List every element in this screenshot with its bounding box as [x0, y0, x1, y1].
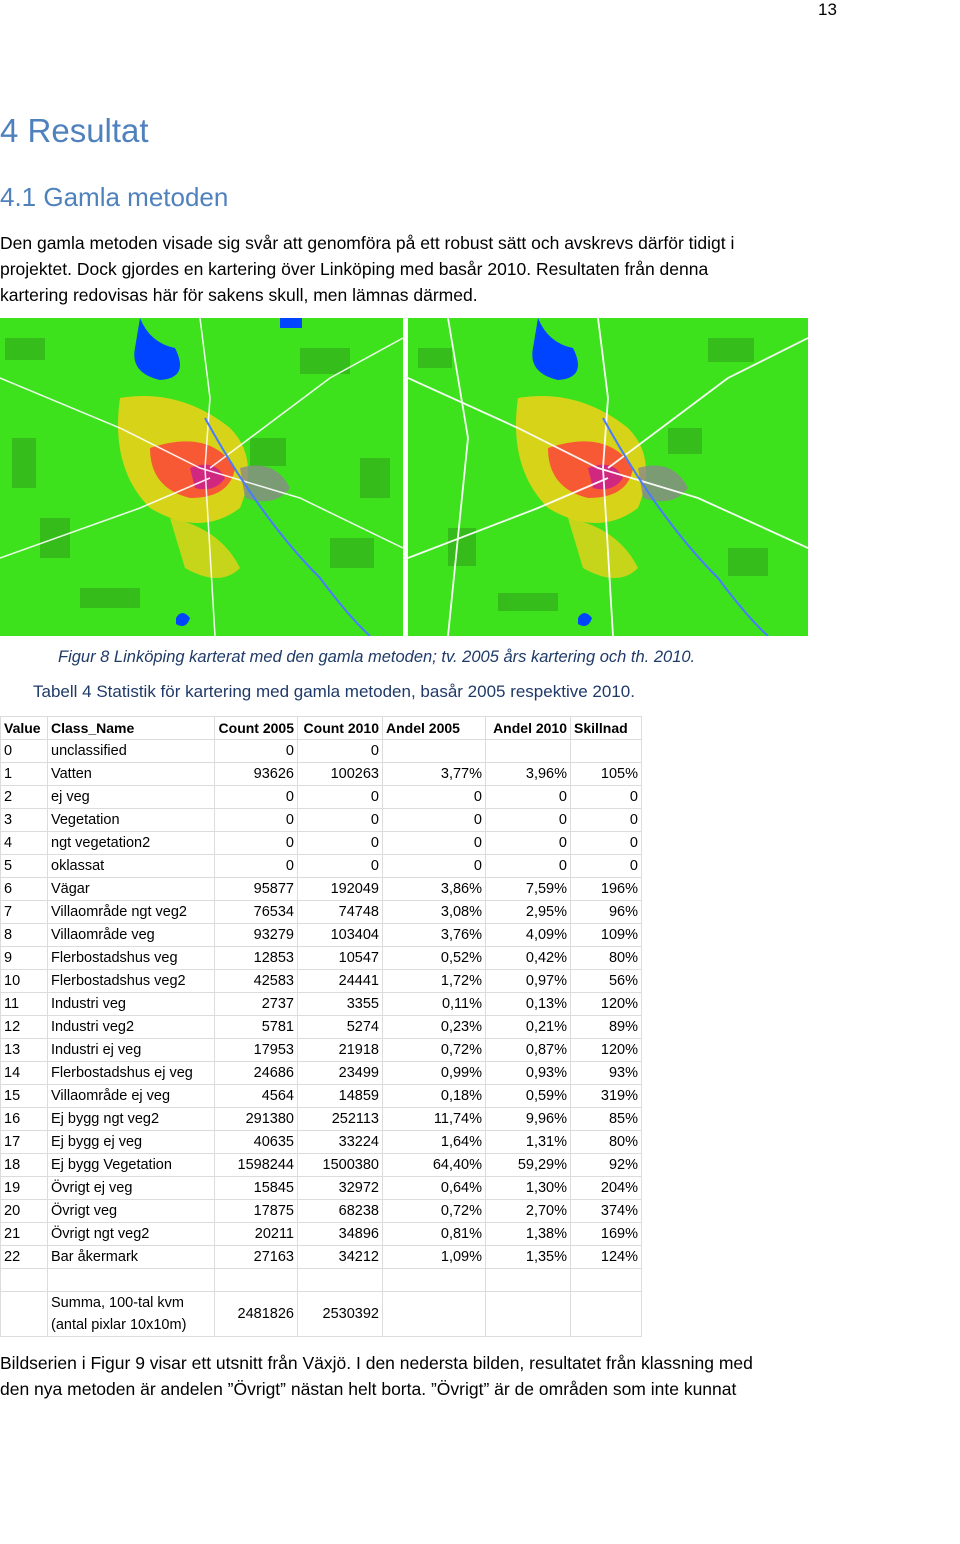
table-cell: 17: [1, 1131, 48, 1154]
header-cell: Andel 2005: [383, 717, 486, 740]
table-cell: Övrigt veg: [48, 1200, 215, 1223]
table-row: [1, 1131, 642, 1154]
table-row: [1, 740, 642, 763]
table-cell: 17875: [215, 1200, 298, 1223]
table-cell: 11: [1, 993, 48, 1016]
table-cell: 1,38%: [486, 1223, 571, 1246]
table-cell: 124%: [571, 1246, 642, 1269]
table-row: [1, 878, 642, 901]
table-cell: 1,64%: [383, 1131, 486, 1154]
summary-count: 2530392: [298, 1292, 383, 1337]
table-cell: 0: [298, 786, 383, 809]
table-cell: 15: [1, 1085, 48, 1108]
table-cell: 3,86%: [383, 878, 486, 901]
table-cell: 374%: [571, 1200, 642, 1223]
table-cell: 74748: [298, 901, 383, 924]
table-row: [1, 947, 642, 970]
table-cell: [571, 1292, 642, 1337]
table-cell: 3,96%: [486, 763, 571, 786]
table-cell: 0: [215, 855, 298, 878]
table-cell: Industri ej veg: [48, 1039, 215, 1062]
table-cell: [486, 740, 571, 763]
table-cell: Flerbostadshus ej veg: [48, 1062, 215, 1085]
table-cell: 76534: [215, 901, 298, 924]
table-cell: Flerbostadshus veg2: [48, 970, 215, 993]
table-cell: [383, 1269, 486, 1292]
section-heading: 4.1 Gamla metoden: [0, 182, 229, 212]
table-cell: Ej bygg ngt veg2: [48, 1108, 215, 1131]
table-cell: 0: [571, 832, 642, 855]
table-cell: 0,87%: [486, 1039, 571, 1062]
table-cell: 0,18%: [383, 1085, 486, 1108]
table-cell: 18: [1, 1154, 48, 1177]
table-cell: 0,81%: [383, 1223, 486, 1246]
table-cell: ngt vegetation2: [48, 832, 215, 855]
table-cell: 24686: [215, 1062, 298, 1085]
table-cell: 0: [571, 809, 642, 832]
table-cell: 96%: [571, 901, 642, 924]
intro-paragraph: [0, 230, 860, 308]
table-cell: [486, 1269, 571, 1292]
intro-line: kartering redovisas här för sakens skull, men lämnas därmed.: [0, 285, 478, 305]
table-cell: Vägar: [48, 878, 215, 901]
chapter-heading: 4 Resultat: [0, 112, 149, 149]
table-cell: 80%: [571, 947, 642, 970]
table-cell: 8: [1, 924, 48, 947]
table-row: [1, 855, 642, 878]
table-cell: [1, 1269, 48, 1292]
table-cell: 95877: [215, 878, 298, 901]
map-2010-image: [408, 318, 808, 636]
table-cell: 5781: [215, 1016, 298, 1039]
table-row: [1, 1223, 642, 1246]
table-cell: 0: [383, 832, 486, 855]
table-cell: 0,23%: [383, 1016, 486, 1039]
summary-label-line: Summa, 100-tal kvm: [51, 1295, 184, 1311]
table-cell: 9: [1, 947, 48, 970]
table-cell: 0,72%: [383, 1200, 486, 1223]
table-cell: 0: [486, 855, 571, 878]
table-cell: [486, 1292, 571, 1337]
table-cell: 7,59%: [486, 878, 571, 901]
header-cell: Count 2010: [298, 717, 383, 740]
table-cell: Industri veg: [48, 993, 215, 1016]
table-cell: 13: [1, 1039, 48, 1062]
table-cell: Ej bygg Vegetation: [48, 1154, 215, 1177]
table-cell: 0,99%: [383, 1062, 486, 1085]
table-cell: 4: [1, 832, 48, 855]
table-cell: [1, 1292, 48, 1337]
map-2005-image: [0, 318, 403, 636]
table-cell: 2737: [215, 993, 298, 1016]
summary-label-line: (antal pixlar 10x10m): [51, 1317, 187, 1333]
table-cell: 319%: [571, 1085, 642, 1108]
table-cell: 20211: [215, 1223, 298, 1246]
table-summary-row: [1, 1292, 642, 1337]
bottom-line: den nya metoden är andelen ”Övrigt” nästan helt borta. ”Övrigt” är de områden som inte kunnat: [0, 1379, 737, 1399]
table-cell: 22: [1, 1246, 48, 1269]
table-cell: [298, 1269, 383, 1292]
table-cell: 0: [571, 855, 642, 878]
table-cell: 7: [1, 901, 48, 924]
table-cell: 204%: [571, 1177, 642, 1200]
table-cell: 1,72%: [383, 970, 486, 993]
table-cell: 103404: [298, 924, 383, 947]
table-cell: 0,59%: [486, 1085, 571, 1108]
table-cell: 0: [215, 786, 298, 809]
table-cell: Ej bygg ej veg: [48, 1131, 215, 1154]
table-cell: 10: [1, 970, 48, 993]
summary-label: [48, 1292, 215, 1337]
table-cell: 109%: [571, 924, 642, 947]
table-row: [1, 809, 642, 832]
table-cell: 3355: [298, 993, 383, 1016]
table-cell: ej veg: [48, 786, 215, 809]
table-cell: 1,30%: [486, 1177, 571, 1200]
table-cell: 15845: [215, 1177, 298, 1200]
figure-caption: Figur 8 Linköping karterat med den gamla metoden; tv. 2005 års kartering och th. 2010.: [58, 648, 696, 666]
table-cell: Industri veg2: [48, 1016, 215, 1039]
intro-line: projektet. Dock gjordes en kartering över Linköping med basår 2010. Resultaten från denna: [0, 259, 709, 279]
table-cell: 0,93%: [486, 1062, 571, 1085]
table-row: [1, 1016, 642, 1039]
table-cell: 0: [298, 855, 383, 878]
table-spacer-row: [1, 1269, 642, 1292]
table-cell: 0: [571, 786, 642, 809]
table-row: [1, 1062, 642, 1085]
header-cell: Count 2005: [215, 717, 298, 740]
table-cell: 68238: [298, 1200, 383, 1223]
table-cell: 196%: [571, 878, 642, 901]
table-cell: [215, 1269, 298, 1292]
table-row: [1, 970, 642, 993]
table-cell: Flerbostadshus veg: [48, 947, 215, 970]
header-cell: Andel 2010: [486, 717, 571, 740]
bottom-paragraph: [0, 1350, 860, 1402]
table-cell: 14: [1, 1062, 48, 1085]
summary-count: 2481826: [215, 1292, 298, 1337]
table-cell: 21918: [298, 1039, 383, 1062]
table-cell: 0: [215, 740, 298, 763]
table-cell: 1500380: [298, 1154, 383, 1177]
table-cell: 80%: [571, 1131, 642, 1154]
table-cell: unclassified: [48, 740, 215, 763]
table-cell: 2,95%: [486, 901, 571, 924]
table-cell: 0,21%: [486, 1016, 571, 1039]
table-cell: 100263: [298, 763, 383, 786]
table-cell: Vegetation: [48, 809, 215, 832]
table-cell: Övrigt ngt veg2: [48, 1223, 215, 1246]
table-cell: 1,35%: [486, 1246, 571, 1269]
intro-line: Den gamla metoden visade sig svår att genomföra på ett robust sätt och avskrevs därför tidigt i: [0, 233, 735, 253]
table-cell: 93%: [571, 1062, 642, 1085]
table-cell: 12853: [215, 947, 298, 970]
table-cell: 1,09%: [383, 1246, 486, 1269]
table-cell: 120%: [571, 1039, 642, 1062]
header-cell: Class_Name: [48, 717, 215, 740]
table-cell: 10547: [298, 947, 383, 970]
statistics-table: [0, 716, 642, 1337]
table-cell: [383, 740, 486, 763]
table-cell: 252113: [298, 1108, 383, 1131]
table-cell: 3,08%: [383, 901, 486, 924]
table-cell: [571, 740, 642, 763]
table-cell: 21: [1, 1223, 48, 1246]
table-cell: 14859: [298, 1085, 383, 1108]
table-cell: 0,42%: [486, 947, 571, 970]
table-cell: 3,77%: [383, 763, 486, 786]
table-cell: 3: [1, 809, 48, 832]
table-row: [1, 832, 642, 855]
table-cell: 291380: [215, 1108, 298, 1131]
table-cell: 0: [383, 855, 486, 878]
table-row: [1, 1154, 642, 1177]
table-cell: 16: [1, 1108, 48, 1131]
header-cell: Skillnad: [571, 717, 642, 740]
table-cell: 0: [298, 809, 383, 832]
table-cell: 0: [1, 740, 48, 763]
table-cell: 0: [298, 740, 383, 763]
table-cell: 3,76%: [383, 924, 486, 947]
statistics-table-body: [1, 717, 642, 1337]
table-row: [1, 1200, 642, 1223]
table-cell: [571, 1269, 642, 1292]
table-row: [1, 763, 642, 786]
table-header-row: [1, 717, 642, 740]
table-cell: 24441: [298, 970, 383, 993]
table-cell: 9,96%: [486, 1108, 571, 1131]
table-cell: 169%: [571, 1223, 642, 1246]
table-cell: 5274: [298, 1016, 383, 1039]
table-row: [1, 1108, 642, 1131]
table-cell: 4,09%: [486, 924, 571, 947]
table-cell: 20: [1, 1200, 48, 1223]
table-cell: 64,40%: [383, 1154, 486, 1177]
table-cell: oklassat: [48, 855, 215, 878]
table-cell: 0: [486, 832, 571, 855]
header-cell: Value: [1, 717, 48, 740]
table-cell: 5: [1, 855, 48, 878]
table-cell: 85%: [571, 1108, 642, 1131]
table-cell: 105%: [571, 763, 642, 786]
table-cell: 23499: [298, 1062, 383, 1085]
table-row: [1, 1177, 642, 1200]
table-cell: 93626: [215, 763, 298, 786]
table-cell: 2: [1, 786, 48, 809]
table-row: [1, 924, 642, 947]
table-cell: 1: [1, 763, 48, 786]
table-cell: 56%: [571, 970, 642, 993]
table-cell: 17953: [215, 1039, 298, 1062]
table-row: [1, 786, 642, 809]
table-cell: 192049: [298, 878, 383, 901]
table-cell: 0,13%: [486, 993, 571, 1016]
table-cell: 19: [1, 1177, 48, 1200]
table-cell: 33224: [298, 1131, 383, 1154]
table-row: [1, 1246, 642, 1269]
table-cell: 0: [486, 809, 571, 832]
table-cell: 1598244: [215, 1154, 298, 1177]
table-row: [1, 993, 642, 1016]
bottom-line: Bildserien i Figur 9 visar ett utsnitt från Växjö. I den nedersta bilden, resultatet från klassning med: [0, 1353, 753, 1373]
table-cell: 1,31%: [486, 1131, 571, 1154]
table-cell: [383, 1292, 486, 1337]
table-cell: 0,64%: [383, 1177, 486, 1200]
table-cell: 0,97%: [486, 970, 571, 993]
table-cell: 12: [1, 1016, 48, 1039]
table-cell: Villaområde veg: [48, 924, 215, 947]
table-cell: 0: [383, 786, 486, 809]
table-cell: 32972: [298, 1177, 383, 1200]
table-row: [1, 1039, 642, 1062]
table-cell: 34212: [298, 1246, 383, 1269]
table-cell: 93279: [215, 924, 298, 947]
table-cell: 92%: [571, 1154, 642, 1177]
table-cell: 59,29%: [486, 1154, 571, 1177]
page-number: 13: [818, 0, 837, 19]
table-cell: 27163: [215, 1246, 298, 1269]
table-cell: 89%: [571, 1016, 642, 1039]
table-cell: 0: [486, 786, 571, 809]
table-cell: Övrigt ej veg: [48, 1177, 215, 1200]
table-cell: Villaområde ej veg: [48, 1085, 215, 1108]
table-cell: 6: [1, 878, 48, 901]
table-cell: [48, 1269, 215, 1292]
table-cell: Villaområde ngt veg2: [48, 901, 215, 924]
table-cell: 42583: [215, 970, 298, 993]
table-cell: Bar åkermark: [48, 1246, 215, 1269]
table-cell: 0: [383, 809, 486, 832]
table-cell: 11,74%: [383, 1108, 486, 1131]
table-cell: Vatten: [48, 763, 215, 786]
table-cell: 2,70%: [486, 1200, 571, 1223]
table-cell: 0: [215, 832, 298, 855]
table-cell: 4564: [215, 1085, 298, 1108]
table-cell: 0: [215, 809, 298, 832]
table-row: [1, 901, 642, 924]
table-cell: 0: [298, 832, 383, 855]
table-cell: 120%: [571, 993, 642, 1016]
table-row: [1, 1085, 642, 1108]
table-cell: 34896: [298, 1223, 383, 1246]
table-cell: 40635: [215, 1131, 298, 1154]
table-cell: 0,11%: [383, 993, 486, 1016]
table-caption: Tabell 4 Statistik för kartering med gamla metoden, basår 2005 respektive 2010.: [33, 682, 635, 701]
table-cell: 0,52%: [383, 947, 486, 970]
table-cell: 0,72%: [383, 1039, 486, 1062]
